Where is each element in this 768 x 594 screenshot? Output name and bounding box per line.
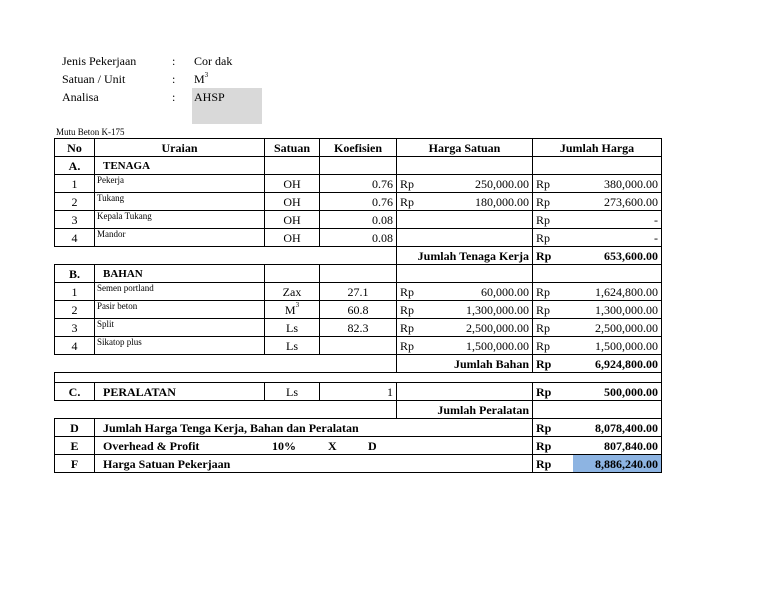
summary-label: Overhead & Profit 10% X D [95, 437, 533, 455]
summary-rp: Rp [533, 455, 573, 473]
summary-row-f [55, 455, 662, 473]
col-jumlah-harga: Jumlah Harga [533, 139, 662, 157]
reference-d: D [368, 438, 377, 453]
row-jumlah: 1,624,800.00 [573, 283, 662, 301]
subtotal-row [55, 401, 662, 419]
section-title: BAHAN [95, 265, 265, 283]
table-row [55, 229, 662, 247]
row-rp: Rp [397, 175, 427, 193]
subtotal-value: 6,924,800.00 [573, 355, 662, 373]
header-label: Satuan / Unit [62, 72, 126, 86]
header-value: Cor dak [194, 54, 233, 68]
col-koefisien: Koefisien [320, 139, 397, 157]
section-title: TENAGA [95, 157, 265, 175]
summary-label: Jumlah Harga Tenga Kerja, Bahan dan Peralatan [95, 419, 533, 437]
row-name: Tukang [95, 193, 265, 211]
section-a-header [55, 157, 662, 175]
table-row [55, 211, 662, 229]
row-rp: Rp [397, 319, 427, 337]
row-unit: OH [265, 211, 320, 229]
section-c-row [55, 383, 662, 401]
subtotal-row [55, 355, 662, 373]
col-harga-satuan: Harga Satuan [397, 139, 533, 157]
row-harga: 250,000.00 [427, 175, 533, 193]
row-rp: Rp [533, 193, 573, 211]
subtotal-label: Jumlah Peralatan [397, 401, 533, 419]
row-no: 3 [55, 211, 95, 229]
summary-value-highlighted: 8,886,240.00 [573, 455, 662, 473]
col-no: No [55, 139, 95, 157]
row-koef: 1 [320, 383, 397, 401]
header-colon: : [172, 54, 176, 68]
section-b-header [55, 265, 662, 283]
row-harga [427, 211, 533, 229]
row-no: 3 [55, 319, 95, 337]
row-rp [397, 211, 427, 229]
row-rp: Rp [533, 175, 573, 193]
section-code: A. [55, 157, 95, 175]
row-jumlah: 2,500,000.00 [573, 319, 662, 337]
row-jumlah: 1,300,000.00 [573, 301, 662, 319]
row-no: 1 [55, 283, 95, 301]
subtotal-label: Jumlah Tenaga Kerja [397, 247, 533, 265]
row-jumlah: 1,500,000.00 [573, 337, 662, 355]
header-label: Analisa [62, 90, 99, 104]
col-satuan: Satuan [265, 139, 320, 157]
row-jumlah: - [573, 211, 662, 229]
row-harga: 180,000.00 [427, 193, 533, 211]
row-unit: Ls [265, 337, 320, 355]
table-row [55, 175, 662, 193]
row-rp: Rp [533, 383, 573, 401]
table-row [55, 319, 662, 337]
row-unit: OH [265, 193, 320, 211]
mutu-label: Mutu Beton K-175 [56, 127, 125, 137]
summary-code: F [55, 455, 95, 473]
row-rp: Rp [533, 319, 573, 337]
summary-rp: Rp [533, 437, 573, 455]
table-row [55, 283, 662, 301]
subtotal-rp: Rp [533, 247, 573, 265]
row-unit: Ls [265, 319, 320, 337]
header-value: AHSP [194, 90, 225, 104]
row-koef: 0.08 [320, 211, 397, 229]
row-name: Pasir beton [95, 301, 265, 319]
overhead-percent: 10% [272, 438, 296, 453]
table-row [55, 337, 662, 355]
row-koef: 27.1 [320, 283, 397, 301]
summary-code: E [55, 437, 95, 455]
row-unit: $M^3$ [265, 301, 320, 319]
header-colon: : [172, 72, 176, 86]
row-rp: Rp [397, 193, 427, 211]
row-rp [397, 229, 427, 247]
summary-label: Harga Satuan Pekerjaan [95, 455, 533, 473]
row-koef: 0.76 [320, 175, 397, 193]
row-rp: Rp [533, 211, 573, 229]
row-koef: 0.76 [320, 193, 397, 211]
subtotal-label: Jumlah Bahan [397, 355, 533, 373]
table-header-row [55, 139, 662, 157]
row-jumlah: 273,600.00 [573, 193, 662, 211]
summary-row-e [55, 437, 662, 455]
table-row [55, 301, 662, 319]
section-code: C. [55, 383, 95, 401]
row-jumlah: 380,000.00 [573, 175, 662, 193]
row-name: Pekerja [95, 175, 265, 193]
row-no: 4 [55, 337, 95, 355]
times-symbol: X [328, 438, 337, 453]
col-uraian: Uraian [95, 139, 265, 157]
row-unit: OH [265, 229, 320, 247]
row-name: Semen portland [95, 283, 265, 301]
subtotal-rp: Rp [533, 355, 573, 373]
summary-value: 8,078,400.00 [573, 419, 662, 437]
analysis-table [54, 138, 662, 473]
row-name: Sikatop plus [95, 337, 265, 355]
row-rp: Rp [533, 229, 573, 247]
table-row [55, 193, 662, 211]
row-jumlah: - [573, 229, 662, 247]
row-koef: 60.8 [320, 301, 397, 319]
row-koef: 0.08 [320, 229, 397, 247]
row-rp: Rp [397, 337, 427, 355]
row-rp: Rp [397, 301, 427, 319]
row-unit: OH [265, 175, 320, 193]
row-koef: 82.3 [320, 319, 397, 337]
section-code: B. [55, 265, 95, 283]
row-harga: 60,000.00 [427, 283, 533, 301]
section-title: PERALATAN [95, 383, 265, 401]
subtotal-row [55, 247, 662, 265]
row-harga: 2,500,000.00 [427, 319, 533, 337]
row-name: Kepala Tukang [95, 211, 265, 229]
subtotal-value: 653,600.00 [573, 247, 662, 265]
row-no: 2 [55, 193, 95, 211]
row-rp: Rp [533, 337, 573, 355]
header-colon: : [172, 90, 176, 104]
row-harga: 1,500,000.00 [427, 337, 533, 355]
header-label: Jenis Pekerjaan [62, 54, 137, 68]
header-value: $M^3$ [194, 71, 209, 86]
row-unit: Ls [265, 383, 320, 401]
row-name: Split [95, 319, 265, 337]
row-harga: 1,300,000.00 [427, 301, 533, 319]
summary-rp: Rp [533, 419, 573, 437]
row-no: 1 [55, 175, 95, 193]
row-harga [427, 229, 533, 247]
row-no: 2 [55, 301, 95, 319]
row-jumlah: 500,000.00 [573, 383, 662, 401]
row-rp: Rp [397, 283, 427, 301]
row-no: 4 [55, 229, 95, 247]
row-rp: Rp [533, 301, 573, 319]
summary-row-d [55, 419, 662, 437]
row-rp: Rp [533, 283, 573, 301]
row-koef [320, 337, 397, 355]
summary-code: D [55, 419, 95, 437]
summary-value: 807,840.00 [573, 437, 662, 455]
row-unit: Zax [265, 283, 320, 301]
spacer-row [55, 373, 662, 383]
row-name: Mandor [95, 229, 265, 247]
